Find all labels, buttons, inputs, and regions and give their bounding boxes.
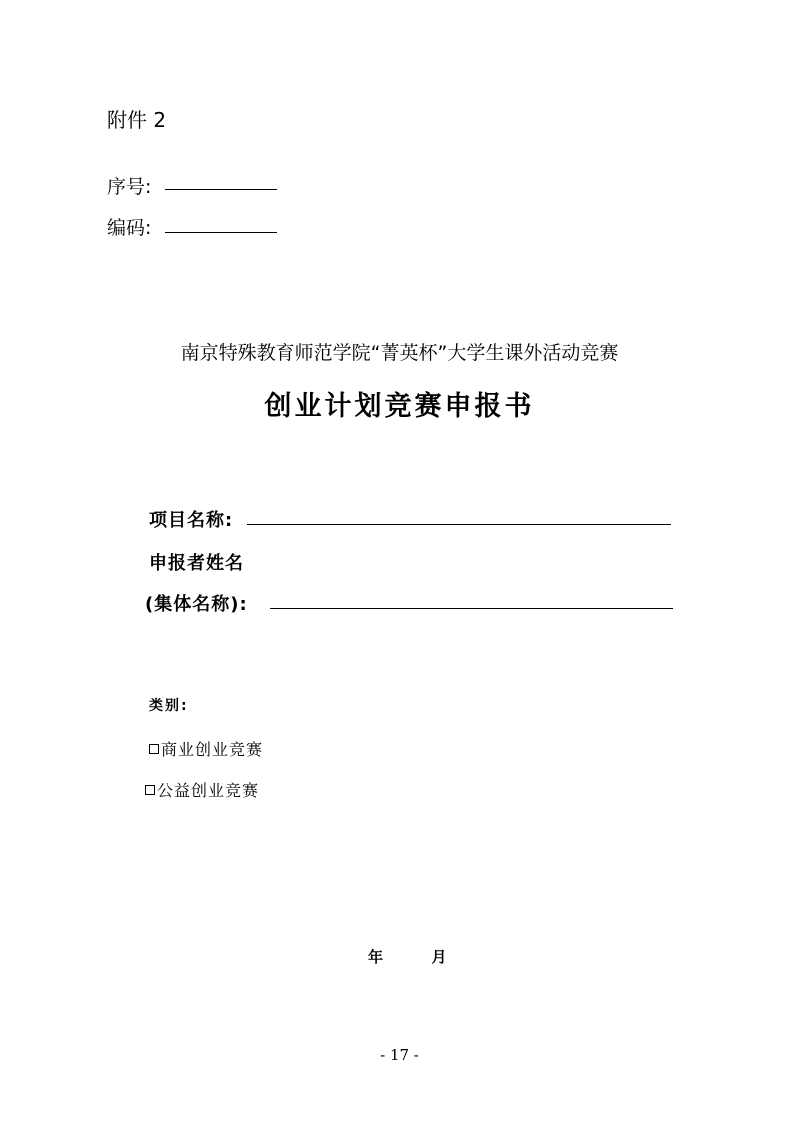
option-public-welfare[interactable] [145, 778, 259, 801]
document-title: 创业计划竞赛申报书 [264, 391, 535, 422]
checkbox-icon[interactable] [149, 744, 159, 754]
year-label: 年 [368, 948, 384, 966]
applicant-name-input-line[interactable] [270, 608, 673, 609]
code-input-line[interactable] [165, 232, 277, 233]
option-public-welfare-label: 公益创业竞赛 [157, 781, 260, 800]
option-commercial[interactable] [149, 737, 263, 760]
document-subtitle: 南京特殊教育师范学院“菁英杯”大学生课外活动竞赛 [180, 342, 619, 364]
category-label: 类别: [149, 698, 189, 714]
project-name-label: 项目名称: [149, 510, 234, 531]
serial-label: 序号: [107, 176, 152, 198]
page-number: - 17 - [380, 1046, 419, 1064]
applicant-name-label: 申报者姓名 [149, 553, 244, 574]
month-label: 月 [431, 948, 447, 966]
project-name-input-line[interactable] [247, 524, 671, 525]
attachment-label: 附件 2 [107, 108, 167, 132]
date-line [368, 946, 447, 967]
checkbox-icon[interactable] [145, 785, 155, 795]
option-commercial-label: 商业创业竞赛 [161, 740, 264, 759]
code-label: 编码: [107, 217, 152, 239]
group-name-label: (集体名称): [145, 594, 248, 615]
serial-input-line[interactable] [165, 189, 277, 190]
